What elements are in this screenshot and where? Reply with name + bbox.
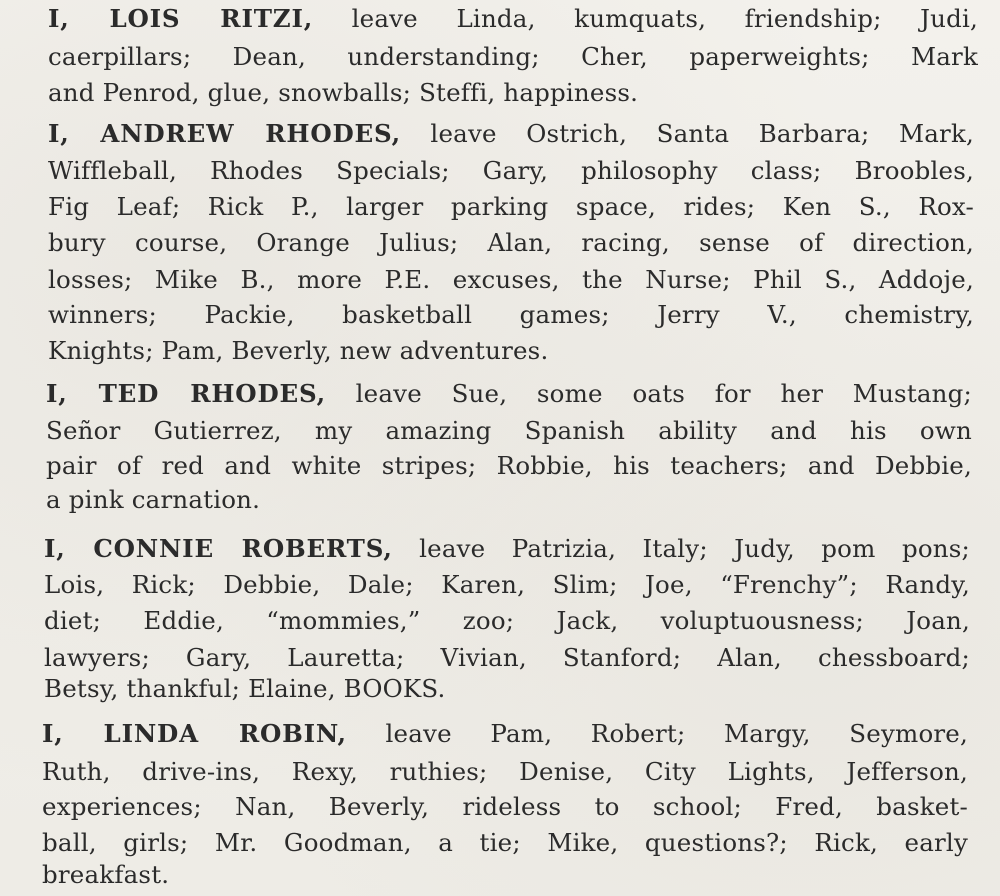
- entry-line: Betsy, thankful; Elaine, BOOKS.: [44, 674, 446, 703]
- entry-first-line: [48, 4, 978, 34]
- entry-line: Fig Leaf; Rick P., larger parking space, rides; Ken S., Rox-: [48, 192, 974, 221]
- entry-name: I, TED RHODES,: [46, 379, 326, 408]
- entry-name: I, LOIS RITZI,: [48, 4, 314, 33]
- entry-line: winners; Packie, basketball games; Jerry V., chemistry,: [48, 300, 974, 329]
- entry-line: Lois, Rick; Debbie, Dale; Karen, Slim; Joe, “Frenchy”; Randy,: [44, 570, 970, 599]
- entry-name: I, LINDA ROBIN,: [42, 719, 347, 748]
- entry-line: Ruth, drive-ins, Rexy, ruthies; Denise, City Lights, Jefferson,: [42, 757, 968, 786]
- entry-first-line: [48, 119, 974, 149]
- entry-text: leave Patrizia, Italy; Judy, pom pons;: [392, 534, 970, 563]
- entry-line: Señor Gutierrez, my amazing Spanish ability and his own: [46, 416, 972, 445]
- entry-line: pair of red and white stripes; Robbie, his teachers; and Debbie,: [46, 451, 972, 480]
- entry-first-line: [46, 379, 972, 409]
- entry-line: lawyers; Gary, Lauretta; Vivian, Stanford; Alan, chessboard;: [44, 643, 970, 672]
- entry-line: Knights; Pam, Beverly, new adventures.: [48, 336, 549, 365]
- entry-line: a pink carnation.: [46, 485, 261, 514]
- entry-line: diet; Eddie, “mommies,” zoo; Jack, voluptuousness; Joan,: [44, 606, 970, 635]
- entry-line: bury course, Orange Julius; Alan, racing, sense of direction,: [48, 228, 974, 257]
- entry-line: breakfast.: [42, 860, 170, 889]
- entry-line: Wiffleball, Rhodes Specials; Gary, philosophy class; Broobles,: [48, 156, 974, 185]
- entry-line: losses; Mike B., more P.E. excuses, the Nurse; Phil S., Addoje,: [48, 265, 974, 294]
- entry-name: I, ANDREW RHODES,: [48, 119, 401, 148]
- entry-text: leave Pam, Robert; Margy, Seymore,: [346, 719, 968, 748]
- entry-text: leave Ostrich, Santa Barbara; Mark,: [400, 119, 975, 148]
- entry-line: ball, girls; Mr. Goodman, a tie; Mike, questions?; Rick, early: [42, 828, 968, 857]
- entry-text: leave Linda, kumquats, friendship; Judi,: [313, 4, 979, 33]
- entry-line: experiences; Nan, Beverly, rideless to school; Fred, basket-: [42, 792, 968, 821]
- entry-first-line: [42, 719, 968, 749]
- entry-text: leave Sue, some oats for her Mustang;: [325, 379, 972, 408]
- entry-name: I, CONNIE ROBERTS,: [44, 534, 393, 563]
- entry-line: caerpillars; Dean, understanding; Cher, paperweights; Mark: [48, 42, 978, 71]
- entry-first-line: [44, 534, 970, 564]
- entry-line: and Penrod, glue, snowballs; Steffi, happiness.: [48, 78, 639, 107]
